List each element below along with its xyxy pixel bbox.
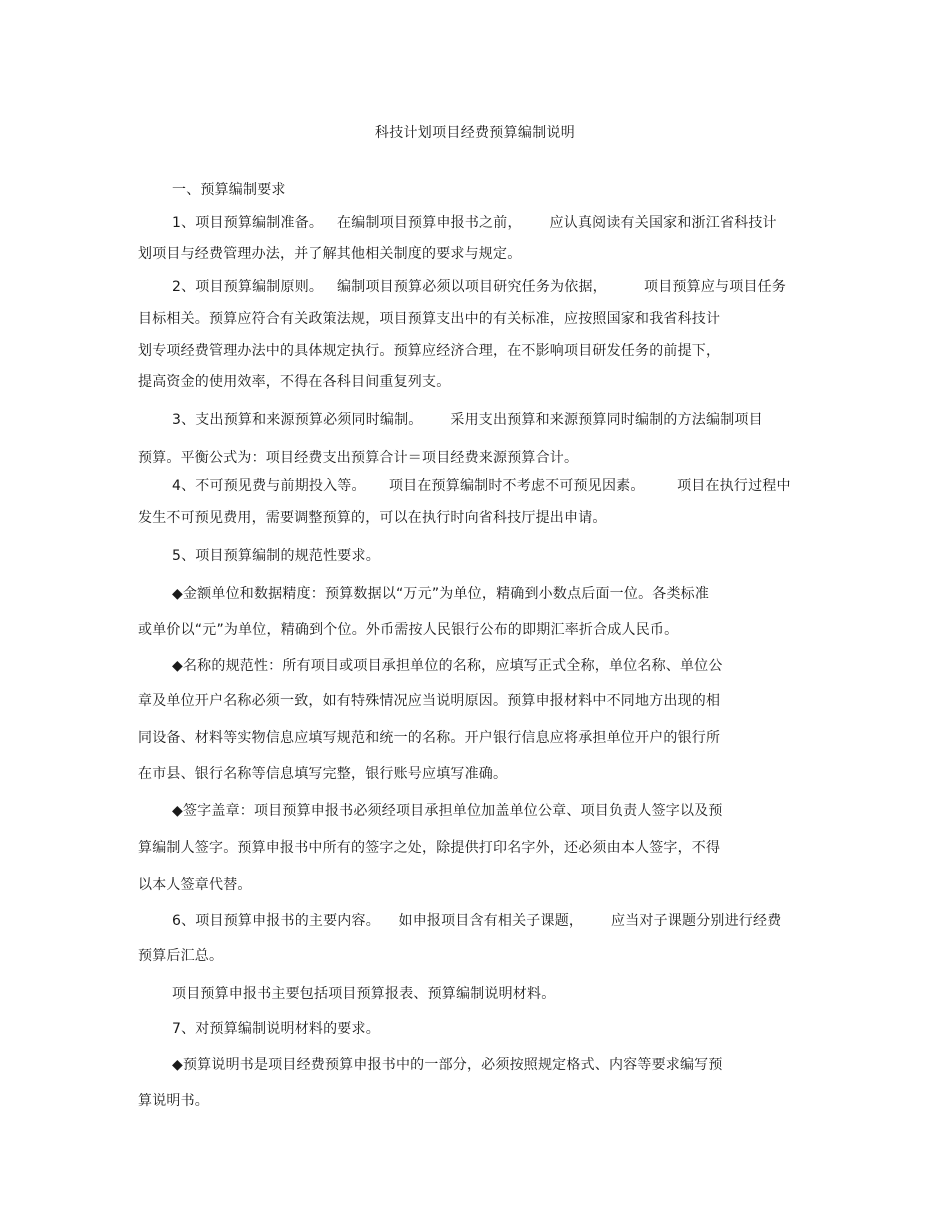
paragraph-line: 在市县、银行名称等信息填写完整，银行账号应填写准确。: [138, 766, 508, 782]
paragraph-line: 项目预算申报书主要包括项目预算报表、预算编制说明材料。: [172, 986, 556, 1002]
paragraph-line: 1、项目预算编制准备。 在编制项目预算申报书之前， 应认真阅读有关国家和浙江省科技计: [172, 215, 777, 231]
paragraph-line: 算说明书。: [138, 1093, 209, 1109]
paragraph-line: 3、支出预算和来源预算必须同时编制。 采用支出预算和来源预算同时编制的方法编制项目: [172, 412, 763, 428]
paragraph-line: ◆预算说明书是项目经费预算申报书中的一部分，必须按照规定格式、内容等要求编写预: [172, 1057, 723, 1073]
paragraph-line: 4、不可预见费与前期投入等。 项目在预算编制时不考虑不可预见因素。 项目在执行过程中: [172, 478, 791, 494]
paragraph-line: 算编制人签字。预算申报书中所有的签字之处，除提供打印名字外，还必须由本人签字，不得: [138, 840, 721, 856]
section-heading: 一、预算编制要求: [172, 182, 286, 198]
paragraph-line: 划专项经费管理办法中的具体规定执行。预算应经济合理，在不影响项目研发任务的前提下，: [138, 343, 721, 359]
paragraph-line: 以本人签章代替。: [138, 877, 252, 893]
paragraph-line: 7、对预算编制说明材料的要求。: [172, 1021, 380, 1037]
paragraph-line: ◆金额单位和数据精度：预算数据以“万元”为单位，精确到小数点后面一位。各类标准: [172, 586, 710, 602]
paragraph-line: 或单价以“元”为单位，精确到个位。外币需按人民银行公布的即期汇率折合成人民币。: [138, 622, 679, 638]
paragraph-line: 预算。平衡公式为：项目经费支出预算合计＝项目经费来源预算合计。: [138, 450, 579, 466]
paragraph-line: ◆签字盖章：项目预算申报书必须经项目承担单位加盖单位公章、项目负责人签字以及预: [172, 803, 723, 819]
paragraph-line: 发生不可预见费用，需要调整预算的，可以在执行时向省科技厅提出申请。: [138, 510, 607, 526]
paragraph-line: 目标相关。预算应符合有关政策法规，项目预算支出中的有关标准，应按照国家和我省科技计: [138, 311, 721, 327]
paragraph-line: 预算后汇总。: [138, 948, 224, 964]
paragraph-line: 提高资金的使用效率，不得在各科目间重复列支。: [138, 374, 451, 390]
paragraph-line: 6、项目预算申报书的主要内容。 如申报项目含有相关子课题， 应当对子课题分别进行经费: [172, 913, 782, 929]
paragraph-line: 划项目与经费管理办法，并了解其他相关制度的要求与规定。: [138, 246, 522, 262]
paragraph-line: 章及单位开户名称必须一致，如有特殊情况应当说明原因。预算申报材料中不同地方出现的相: [138, 693, 721, 709]
paragraph-line: 2、项目预算编制原则。 编制项目预算必须以项目研究任务为依据， 项目预算应与项目任务: [172, 279, 787, 295]
paragraph-line: 同设备、材料等实物信息应填写规范和统一的名称。开户银行信息应将承担单位开户的银行所: [138, 730, 721, 746]
document-title: 科技计划项目经费预算编制说明: [374, 125, 576, 141]
paragraph-line: 5、项目预算编制的规范性要求。: [172, 548, 380, 564]
paragraph-line: ◆名称的规范性：所有项目或项目承担单位的名称，应填写正式全称，单位名称、单位公: [172, 658, 723, 674]
